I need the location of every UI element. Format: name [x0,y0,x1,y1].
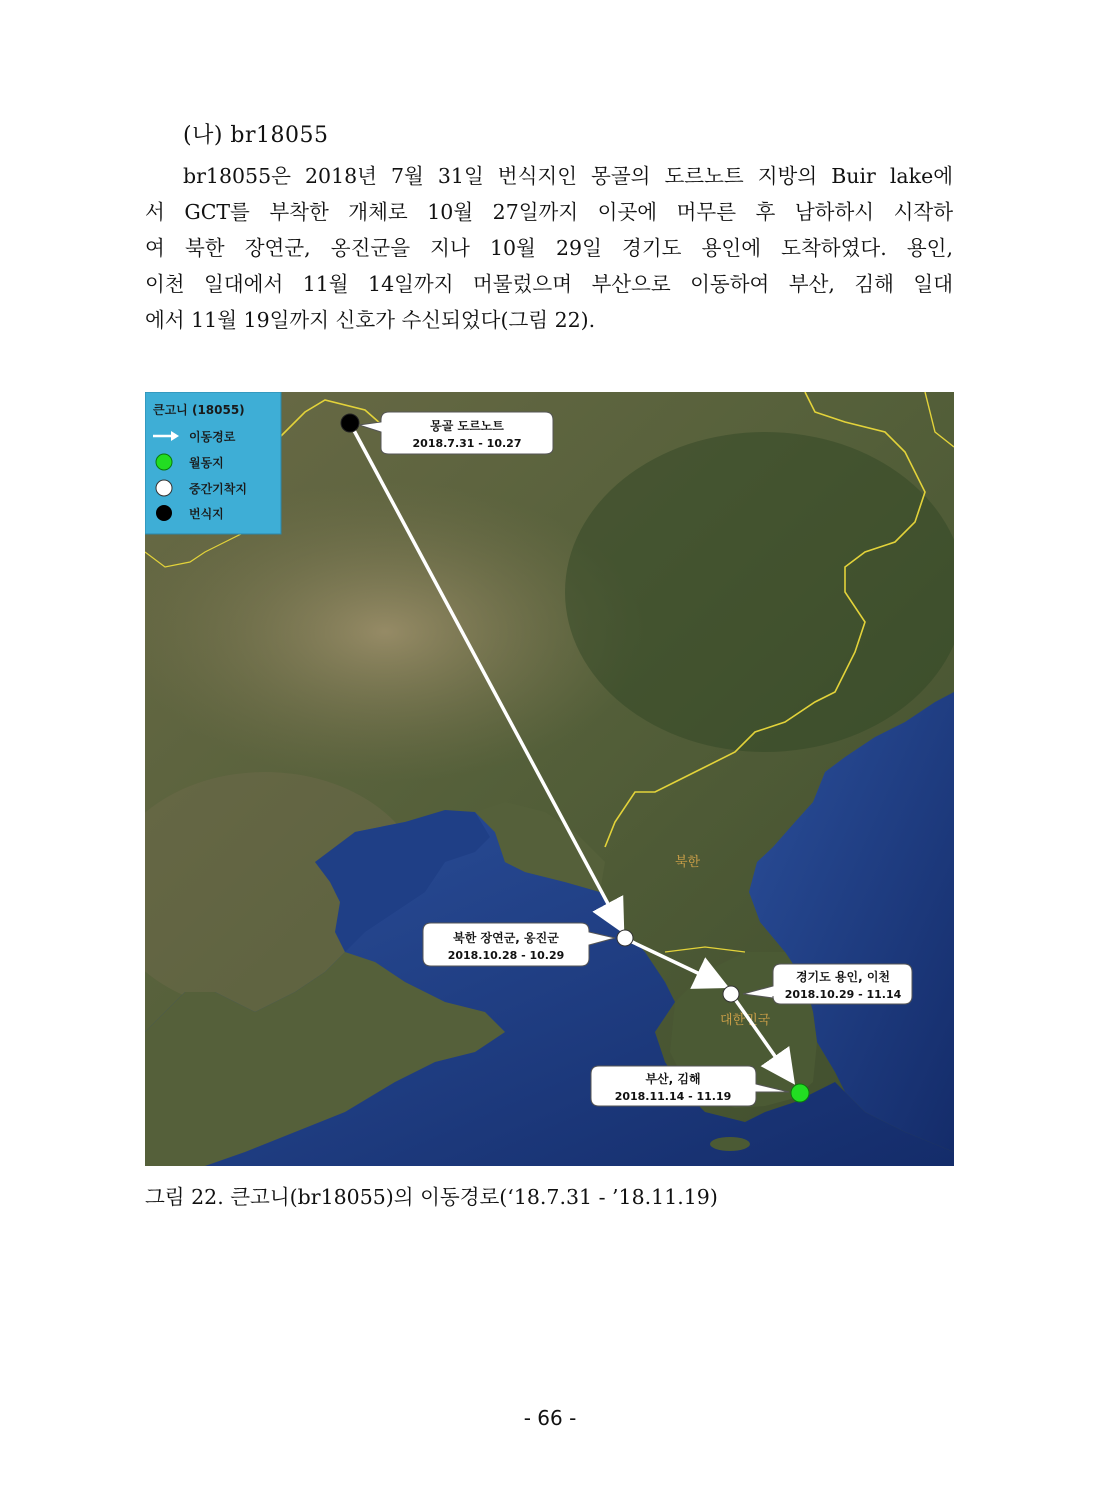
body-paragraph [145,158,953,338]
callout-name: 경기도 용인, 이천 [795,970,891,984]
callout-dates: 2018.10.28 - 10.29 [447,949,565,962]
paragraph-line: 이천 일대에서 11월 14일까지 머물렀으며 부산으로 이동하여 부산, 김해 일대 [145,272,953,296]
paragraph-line: 서 GCT를 부착한 개체로 10월 27일까지 이곳에 머무른 후 남하하시 시작하 [145,200,953,224]
breeding-site-marker [341,414,359,432]
callout-name: 북한 장연군, 옹진군 [453,931,559,945]
legend-label: 이동경로 [189,430,236,444]
callout-dates: 2018.7.31 - 10.27 [412,437,522,450]
callout-dates: 2018.10.29 - 11.14 [784,988,902,1001]
paragraph-line: br18055은 2018년 7월 31일 번식지인 몽골의 도르노트 지방의 Buir lake에 [183,164,953,188]
legend-title: 큰고니 (18055) [153,403,245,417]
callout-name: 부산, 김해 [645,1072,701,1086]
callout-dates: 2018.11.14 - 11.19 [614,1090,732,1103]
legend-label: 월동지 [189,456,224,470]
black-dot-icon [156,505,172,521]
legend-label: 중간기착지 [189,482,247,496]
figure-caption: 그림 22. 큰고니(br18055)의 이동경로(‘18.7.31 - ’18.11.19) [145,1185,718,1209]
callout-north-korea [423,923,615,966]
white-dot-icon [156,480,172,496]
section-heading: (나) br18055 [183,123,329,148]
legend-label: 번식지 [189,507,224,521]
north-korea-label: 북한 [675,855,701,870]
migration-map [145,392,954,1166]
jeju-island [710,1137,750,1151]
wintering-site-marker [791,1084,809,1102]
callout-name: 몽골 도르노트 [430,419,504,433]
page-number: - 66 - [523,1406,577,1430]
map-legend [145,392,281,534]
stopover-marker-gyeonggi [723,986,739,1002]
forest-area [565,432,954,752]
green-dot-icon [156,454,172,470]
callout-mongolia [359,412,553,454]
paragraph-line: 여 북한 장연군, 옹진군을 지나 10월 29일 경기도 용인에 도착하였다. 용인, [145,236,953,260]
paragraph-line: 에서 11월 19일까지 신호가 수신되었다(그림 22). [145,308,596,332]
south-korea-label: 대한민국 [720,1013,771,1028]
stopover-marker-north-korea [617,930,633,946]
